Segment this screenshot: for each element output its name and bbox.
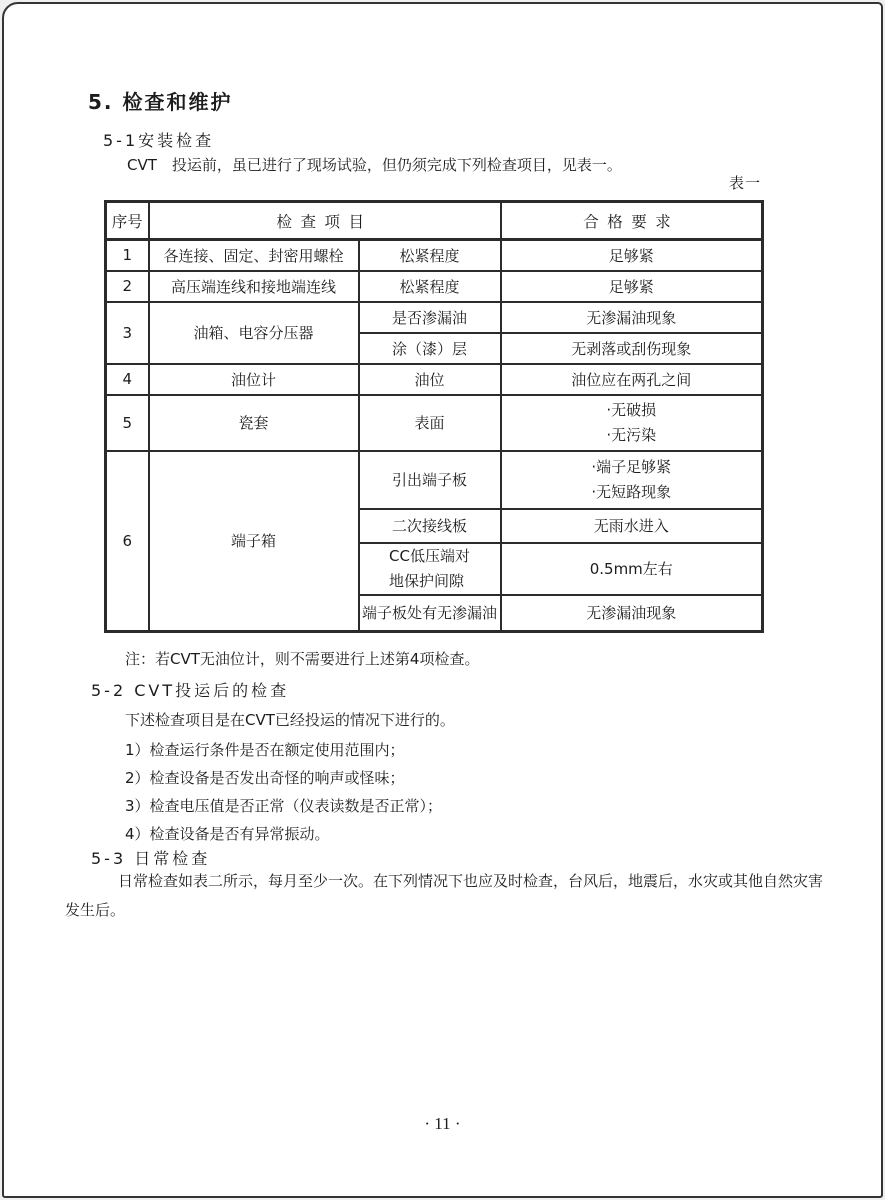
cell-no: 3 (106, 302, 149, 364)
table-row-3a (106, 302, 763, 333)
cell-requirement: 0.5mm左右 (501, 543, 763, 595)
cell-subitem: 二次接线板 (359, 509, 501, 543)
cell-no: 1 (106, 240, 149, 271)
header-item: 检查项目 (149, 202, 501, 240)
cell-requirement: 油位应在两孔之间 (501, 364, 763, 395)
cell-requirement: 无剥落或刮伤现象 (501, 333, 763, 364)
cell-item: 油箱、电容分压器 (149, 302, 359, 364)
table-note: 注：若CVT无油位计，则不需要进行上述第4项检查。 (125, 650, 480, 668)
checklist-item: 3）检查电压值是否正常（仪表读数是否正常）； (125, 797, 443, 815)
cell-requirement: 无渗漏油现象 (501, 302, 763, 333)
cell-subitem: 松紧程度 (359, 240, 501, 271)
cell-subitem: 油位 (359, 364, 501, 395)
cell-subitem: 是否渗漏油 (359, 302, 501, 333)
requirement-line: ·无短路现象 (591, 482, 672, 501)
cell-subitem: 端子板处有无渗漏油 (359, 595, 501, 632)
page-number: · 11 · (424, 1114, 461, 1133)
cell-requirement: 无雨水进入 (501, 509, 763, 543)
cell-subitem (359, 543, 501, 595)
cell-subitem: 引出端子板 (359, 451, 501, 509)
table-row-6a (106, 451, 763, 509)
cell-no: 5 (106, 395, 149, 451)
table-row-1 (106, 240, 763, 271)
subitem-line: 地保护间隙 (389, 571, 465, 590)
cell-no: 4 (106, 364, 149, 395)
cell-requirement: 足够紧 (501, 271, 763, 302)
cell-item: 油位计 (149, 364, 359, 395)
cell-item: 高压端连线和接地端连线 (149, 271, 359, 302)
cell-no: 6 (106, 451, 149, 632)
section-5-3-body: 日常检查如表二所示，每月至少一次。在下列情况下也应及时检查，台风后，地震后，水灾或其他自然灾害发生后。 (65, 872, 824, 919)
table-row-5 (106, 395, 763, 451)
requirement-line: ·无破损 (606, 400, 657, 419)
document-page (2, 2, 883, 1198)
cell-requirement: 无渗漏油现象 (501, 595, 763, 632)
table-header-row (106, 202, 763, 240)
checklist-item: 4）检查设备是否有异常振动。 (125, 825, 330, 843)
header-requirement: 合格要求 (501, 202, 763, 240)
cell-subitem: 涂（漆）层 (359, 333, 501, 364)
table-row-2 (106, 271, 763, 302)
checklist-5-2 (125, 736, 442, 848)
requirement-line: ·无污染 (606, 425, 657, 444)
requirement-line: ·端子足够紧 (591, 457, 672, 476)
section-heading-5-2: 5-2 CVT投运后的检查 (91, 681, 290, 700)
section-5-2-intro: 下述检查项目是在CVT已经投运的情况下进行的。 (125, 711, 455, 729)
cell-subitem: 表面 (359, 395, 501, 451)
cell-item: 瓷套 (149, 395, 359, 451)
cell-item: 端子箱 (149, 451, 359, 632)
cell-item: 各连接、固定、封密用螺栓 (149, 240, 359, 271)
checklist-item: 2）检查设备是否发出奇怪的响声或怪味； (125, 769, 405, 787)
checklist-item: 1）检查运行条件是否在额定使用范围内； (125, 741, 405, 759)
cell-requirement (501, 451, 763, 509)
section-5-1-intro: CVT 投运前，虽已进行了现场试验，但仍须完成下列检查项目，见表一。 (127, 156, 622, 174)
cell-requirement (501, 395, 763, 451)
section-heading-5-1: 5-1安装检查 (103, 131, 215, 150)
table-one-label: 表一 (728, 174, 761, 192)
cell-no: 2 (106, 271, 149, 302)
inspection-table (104, 200, 764, 633)
header-no: 序号 (106, 202, 149, 240)
cell-requirement: 足够紧 (501, 240, 763, 271)
section-heading-5-3: 5-3 日常检查 (91, 849, 211, 868)
subitem-line: CC低压端对 (389, 546, 470, 565)
table-row-4 (106, 364, 763, 395)
cell-subitem: 松紧程度 (359, 271, 501, 302)
page-title: 5. 检查和维护 (88, 90, 233, 114)
